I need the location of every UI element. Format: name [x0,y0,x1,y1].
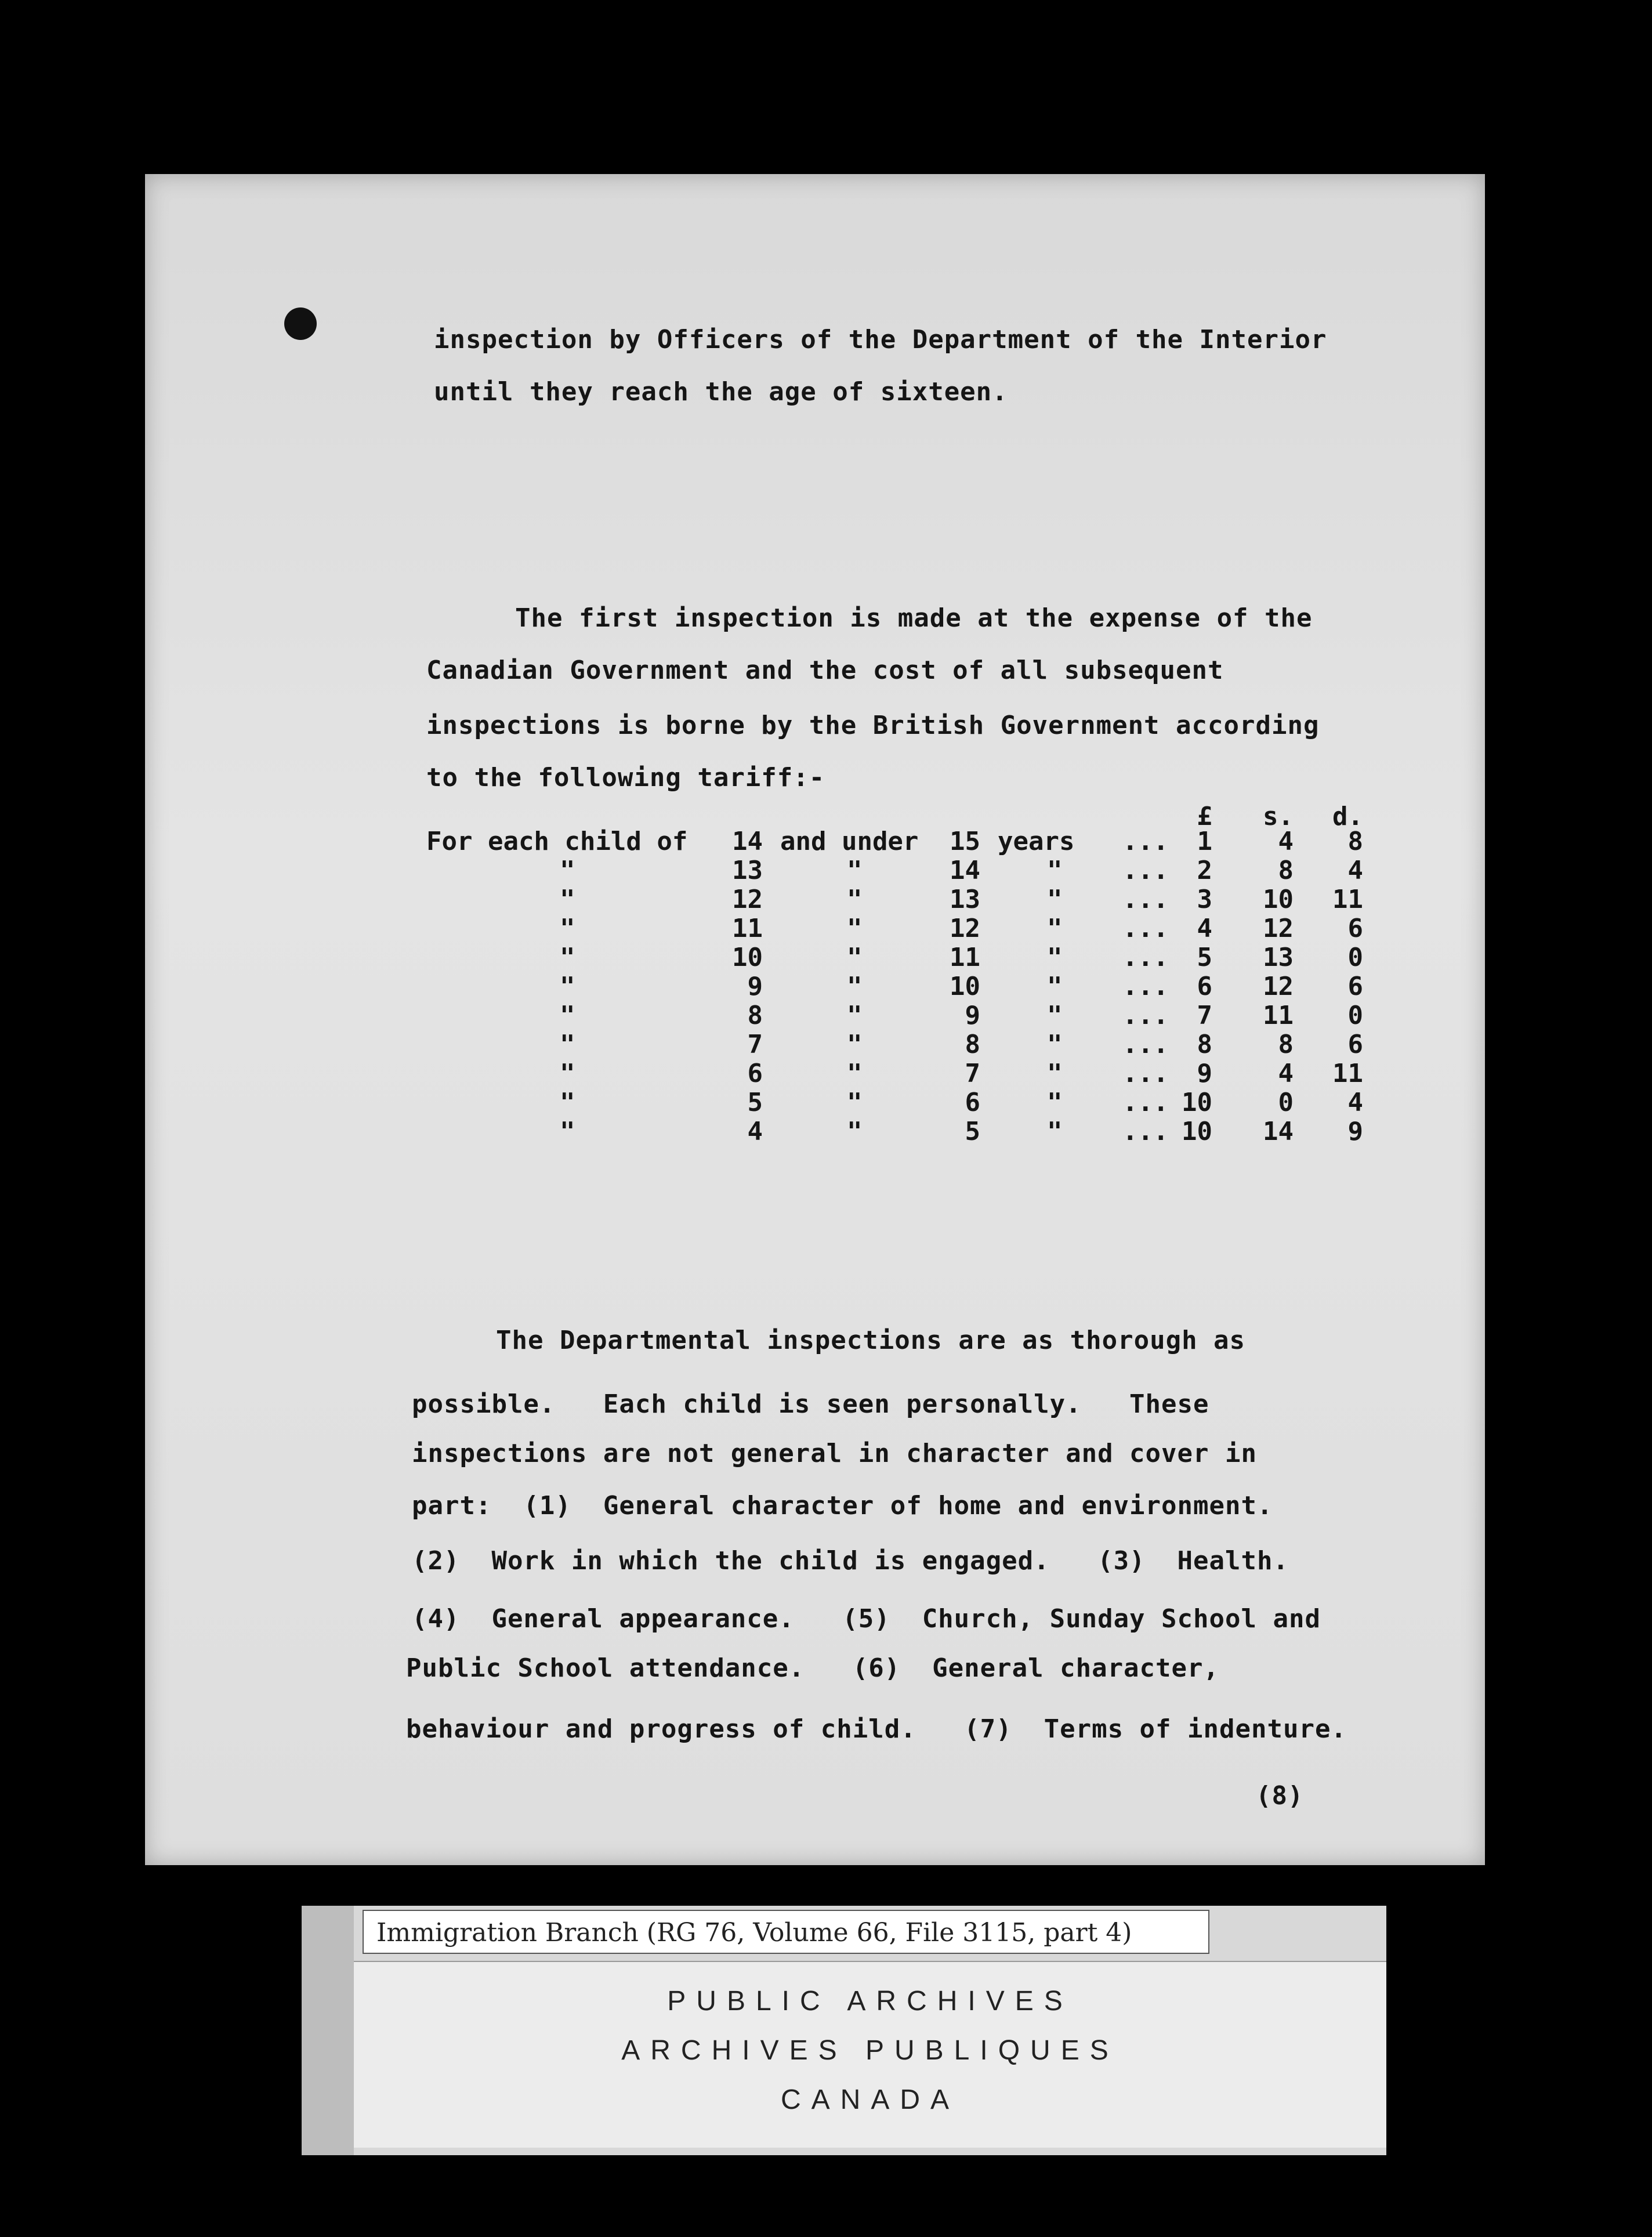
tariff-cell-pence: 0 [1347,943,1363,972]
tariff-cell-from: 10 [732,943,763,972]
tariff-cell-pence: 6 [1347,914,1363,943]
tariff-cell-prefix: " [560,1117,575,1146]
tariff-cell-to: 12 [950,914,980,943]
tariff-cell-pounds: 6 [1197,972,1212,1001]
tariff-cell-shillings: 12 [1263,972,1294,1001]
tariff-cell-prefix: " [560,856,575,885]
tariff-cell-pounds: 4 [1197,914,1212,943]
paragraph2-line-3: inspections is borne by the British Government according [426,711,1320,740]
tariff-cell-from: 8 [747,1001,763,1030]
tariff-cell-mid: " [847,856,863,885]
tariff-cell-pence: 6 [1347,1030,1363,1059]
tariff-row [0,1059,1652,1088]
tariff-cell-dots: ... [1122,943,1169,972]
archive-slip-edge [302,1906,354,2155]
tariff-cell-suffix: " [1047,1088,1063,1117]
tariff-cell-from: 7 [747,1030,763,1059]
pence-header: d. [1332,802,1363,831]
tariff-cell-dots: ... [1122,1030,1169,1059]
tariff-cell-suffix: " [1047,914,1063,943]
tariff-cell-from: 4 [747,1117,763,1146]
tariff-row [0,1001,1652,1030]
tariff-cell-mid: " [847,914,863,943]
tariff-cell-dots: ... [1122,827,1169,856]
tariff-cell-to: 6 [965,1088,980,1117]
tariff-cell-mid: " [847,943,863,972]
tariff-cell-shillings: 8 [1278,1030,1294,1059]
tariff-cell-shillings: 10 [1263,885,1294,914]
tariff-cell-pence: 4 [1347,856,1363,885]
tariff-cell-pence: 11 [1332,885,1363,914]
paragraph3-line-7: Public School attendance. (6) General character, [406,1653,1220,1683]
tariff-row [0,827,1652,856]
tariff-cell-pence: 0 [1347,1001,1363,1030]
tariff-cell-pounds: 2 [1197,856,1212,885]
tariff-cell-pounds: 1 [1197,827,1212,856]
tariff-cell-mid: " [847,1030,863,1059]
tariff-cell-mid: " [847,1117,863,1146]
tariff-cell-from: 5 [747,1088,763,1117]
tariff-row [0,943,1652,972]
tariff-cell-shillings: 12 [1263,914,1294,943]
paragraph2-line-2: Canadian Government and the cost of all subsequent [426,656,1224,685]
tariff-cell-prefix: " [560,1059,575,1088]
tariff-cell-suffix: " [1047,885,1063,914]
tariff-cell-prefix: " [560,914,575,943]
tariff-cell-pounds: 8 [1197,1030,1212,1059]
tariff-row [0,914,1652,943]
tariff-cell-pounds: 10 [1182,1088,1212,1117]
tariff-cell-from: 14 [732,827,763,856]
tariff-cell-prefix: " [560,885,575,914]
paragraph3-line-6: (4) General appearance. (5) Church, Sunday School and [412,1604,1321,1634]
tariff-cell-to: 9 [965,1001,980,1030]
tariff-cell-pence: 9 [1347,1117,1363,1146]
shillings-header: s. [1263,802,1294,831]
tariff-cell-mid: " [847,1059,863,1088]
tariff-cell-to: 13 [950,885,980,914]
tariff-cell-shillings: 4 [1278,827,1294,856]
paragraph3-line-4: part: (1) General character of home and environment. [412,1491,1273,1521]
tariff-cell-pounds: 5 [1197,943,1212,972]
tariff-cell-pence: 8 [1347,827,1363,856]
tariff-row [0,856,1652,885]
tariff-cell-shillings: 8 [1278,856,1294,885]
page-marker: (8) [1256,1781,1304,1811]
tariff-cell-suffix: " [1047,1059,1063,1088]
archive-line-3: CANADA [780,2084,960,2115]
tariff-cell-from: 9 [747,972,763,1001]
pounds-header: £ [1197,802,1212,831]
paragraph3-line-2: possible. Each child is seen personally. These [412,1389,1209,1419]
tariff-cell-to: 15 [950,827,980,856]
tariff-cell-suffix: " [1047,1001,1063,1030]
tariff-cell-pence: 6 [1347,972,1363,1001]
tariff-cell-pounds: 10 [1182,1117,1212,1146]
tariff-cell-prefix: " [560,972,575,1001]
tariff-cell-from: 12 [732,885,763,914]
tariff-cell-dots: ... [1122,972,1169,1001]
paragraph3-line-5: (2) Work in which the child is engaged. (3) Health. [412,1546,1289,1576]
tariff-cell-prefix: " [560,1001,575,1030]
tariff-cell-mid: " [847,972,863,1001]
tariff-cell-from: 13 [732,856,763,885]
archive-line-1: PUBLIC ARCHIVES [667,1986,1073,2017]
tariff-cell-to: 10 [950,972,980,1001]
tariff-cell-pence: 11 [1332,1059,1363,1088]
paragraph3-line-1: The Departmental inspections are as thorough as [496,1326,1246,1355]
tariff-cell-mid: and under [780,827,919,856]
tariff-cell-suffix: " [1047,1030,1063,1059]
tariff-cell-shillings: 14 [1263,1117,1294,1146]
tariff-cell-suffix: " [1047,856,1063,885]
tariff-cell-to: 8 [965,1030,980,1059]
tariff-cell-shillings: 0 [1278,1088,1294,1117]
tariff-cell-dots: ... [1122,1117,1169,1146]
tariff-row [0,1088,1652,1117]
tariff-cell-suffix: " [1047,972,1063,1001]
tariff-cell-dots: ... [1122,1001,1169,1030]
tariff-cell-from: 6 [747,1059,763,1088]
paragraph1-line-2: until they reach the age of sixteen. [434,377,1008,407]
tariff-cell-shillings: 4 [1278,1059,1294,1088]
tariff-cell-to: 5 [965,1117,980,1146]
tariff-cell-from: 11 [732,914,763,943]
tariff-row [0,972,1652,1001]
tariff-cell-pounds: 7 [1197,1001,1212,1030]
tariff-cell-suffix: " [1047,1117,1063,1146]
tariff-cell-mid: " [847,1088,863,1117]
paragraph2-line-4: to the following tariff:- [426,763,825,792]
tariff-cell-mid: " [847,1001,863,1030]
paragraph3-line-3: inspections are not general in character and cover in [412,1439,1257,1468]
tariff-cell-suffix: " [1047,943,1063,972]
tariff-cell-dots: ... [1122,856,1169,885]
tariff-cell-suffix: years [998,827,1075,856]
tariff-cell-to: 11 [950,943,980,972]
tariff-cell-pence: 4 [1347,1088,1363,1117]
tariff-cell-shillings: 13 [1263,943,1294,972]
paragraph3-line-8: behaviour and progress of child. (7) Terms of indenture. [406,1714,1347,1744]
tariff-cell-prefix: For each child of [426,827,688,856]
tariff-cell-to: 14 [950,856,980,885]
paragraph2-line-1: The first inspection is made at the expense of the [515,603,1313,633]
tariff-row [0,1117,1652,1146]
tariff-row [0,1030,1652,1059]
archive-line-2: ARCHIVES PUBLIQUES [621,2035,1119,2066]
tariff-cell-dots: ... [1122,1088,1169,1117]
punch-hole [284,307,317,340]
tariff-cell-shillings: 11 [1263,1001,1294,1030]
tariff-cell-dots: ... [1122,914,1169,943]
tariff-cell-prefix: " [560,943,575,972]
archive-card [354,1961,1386,2148]
tariff-cell-mid: " [847,885,863,914]
tariff-cell-dots: ... [1122,1059,1169,1088]
tariff-row [0,885,1652,914]
reference-tag: Immigration Branch (RG 76, Volume 66, File 3115, part 4) [363,1910,1209,1954]
tariff-cell-dots: ... [1122,885,1169,914]
tariff-cell-prefix: " [560,1088,575,1117]
tariff-cell-pounds: 3 [1197,885,1212,914]
paragraph1-line-1: inspection by Officers of the Department of the Interior [434,325,1327,354]
tariff-cell-to: 7 [965,1059,980,1088]
tariff-cell-pounds: 9 [1197,1059,1212,1088]
tariff-cell-prefix: " [560,1030,575,1059]
